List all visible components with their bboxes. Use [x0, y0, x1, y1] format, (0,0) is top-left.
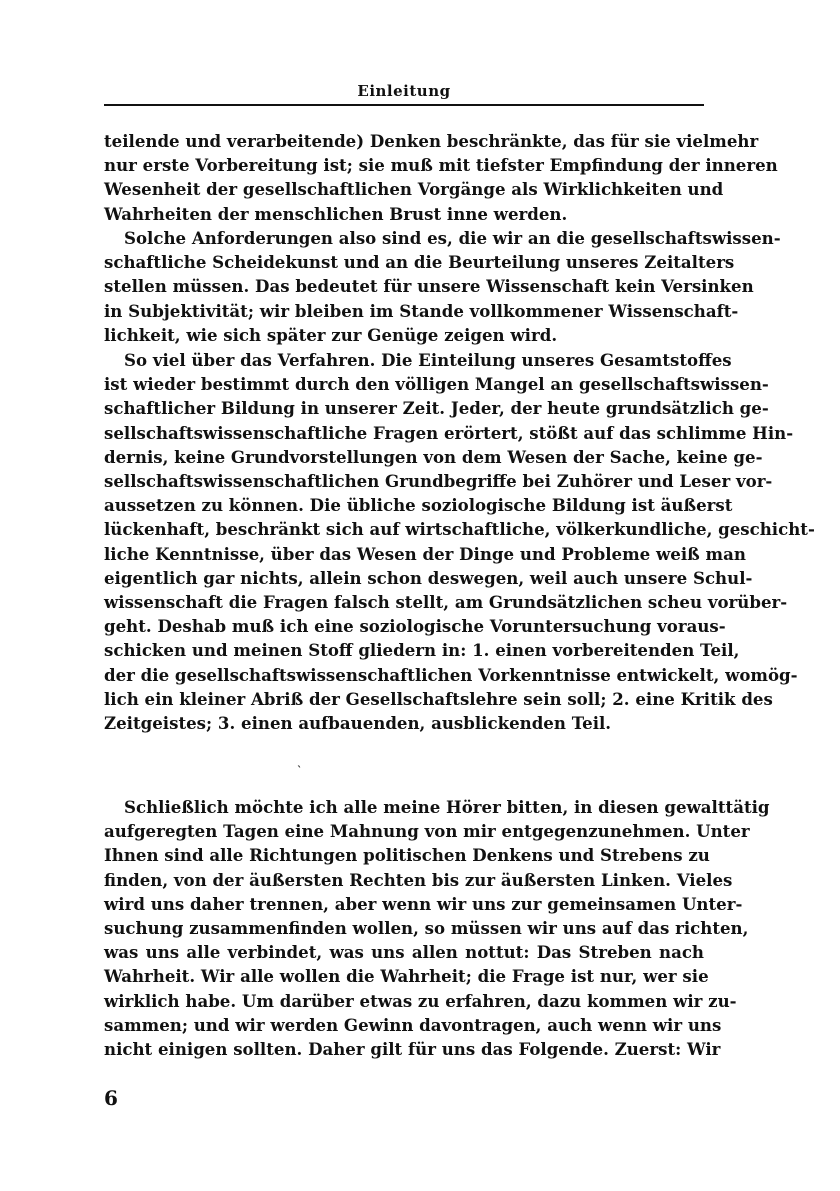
text-line: Ihnen sind alle Richtungen politischen Denkens und Strebens zu	[104, 845, 710, 866]
text-line: ist wieder bestimmt durch den völligen Mangel an gesellschaftswissen-	[104, 374, 769, 395]
text-line: wirklich habe. Um darüber etwas zu erfahren, dazu kommen wir zu-	[104, 990, 737, 1011]
text-line: Wahrheiten der menschlichen Brust inne werden.	[104, 203, 568, 224]
paragraph	[104, 795, 770, 1061]
text-line: was uns alle verbindet, was uns allen nottut: Das Streben nach	[104, 942, 704, 963]
page-number: 6	[104, 1086, 118, 1110]
paragraph	[104, 348, 815, 735]
text-line: stellen müssen. Das bedeutet für unsere Wissenschaft kein Versinken	[104, 276, 754, 297]
text-line: schaftliche Scheidekunst und an die Beurteilung unseres Zeitalters	[104, 252, 735, 273]
stray-ink-mark: `	[297, 766, 302, 777]
text-line: lichkeit, wie sich später zur Genüge zeigen wird.	[104, 324, 558, 345]
text-line: Zeitgeistes; 3. einen aufbauenden, ausblickenden Teil.	[104, 713, 612, 734]
text-line: suchung zusammenfinden wollen, so müssen wir uns auf das richten,	[104, 918, 749, 939]
text-line: der die gesellschaftswissenschaftlichen Vorkenntnisse entwickelt, womög-	[104, 664, 798, 685]
text-line: Wahrheit. Wir alle wollen die Wahrheit; die Frage ist nur, wer sie	[104, 966, 709, 987]
text-line: liche Kenntnisse, über das Wesen der Dinge und Probleme weiß man	[104, 543, 746, 564]
text-line: teilende und verarbeitende) Denken beschränkte, das für sie vielmehr	[104, 131, 759, 151]
text-line: nicht einigen sollten. Daher gilt für uns das Folgende. Zuerst: Wir	[104, 1039, 721, 1060]
text-line: sellschaftswissenschaftliche Fragen erörtert, stößt auf das schlimme Hin-	[104, 422, 794, 443]
paragraph	[104, 226, 781, 347]
text-line: in Subjektivität; wir bleiben im Stande vollkommener Wissenschaft-	[104, 300, 739, 321]
text-line: Wesenheit der gesellschaftlichen Vorgänge als Wirklichkeiten und	[104, 179, 724, 200]
text-line: dernis, keine Grundvorstellungen von dem Wesen der Sache, keine ge-	[104, 446, 763, 467]
text-line: aussetzen zu können. Die übliche soziologische Bildung ist äußerst	[104, 495, 733, 516]
text-line: sellschaftswissenschaftlichen Grundbegriffe bei Zuhörer und Leser vor-	[104, 471, 773, 492]
text-line: So viel über das Verfahren. Die Einteilung unseres Gesamtstoffes	[124, 350, 732, 370]
text-line: lückenhaft, beschränkt sich auf wirtschaftliche, völkerkundliche, geschicht-	[104, 519, 815, 540]
text-line: sammen; und wir werden Gewinn davontragen, auch wenn wir uns	[104, 1014, 722, 1035]
text-line: lich ein kleiner Abriß der Gesellschaftslehre sein soll; 2. eine Kritik des	[104, 688, 773, 709]
text-line: Schließlich möchte ich alle meine Hörer bitten, in diesen gewalttätig	[124, 797, 770, 817]
text-line: finden, von der äußersten Rechten bis zur äußersten Linken. Vieles	[104, 869, 733, 890]
running-head-title: Einleitung	[357, 82, 451, 100]
text-line: schicken und meinen Stoff gliedern in: 1. einen vorbereitenden Teil,	[104, 640, 740, 661]
text-line: wissenschaft die Fragen falsch stellt, am Grundsätzlichen scheu vorüber-	[104, 592, 788, 613]
text-line: aufgeregten Tagen eine Mahnung von mir entgegenzunehmen. Unter	[104, 821, 750, 842]
header-rule	[104, 104, 704, 106]
text-line: wird uns daher trennen, aber wenn wir uns zur gemeinsamen Unter-	[104, 893, 743, 914]
paragraph	[104, 129, 778, 226]
text-line: schaftlicher Bildung in unserer Zeit. Jeder, der heute grundsätzlich ge-	[104, 398, 769, 419]
text-line: Solche Anforderungen also sind es, die wir an die gesellschaftswissen-	[124, 228, 781, 248]
text-line: eigentlich gar nichts, allein schon deswegen, weil auch unsere Schul-	[104, 567, 753, 588]
text-line: nur erste Vorbereitung ist; sie muß mit tiefster Empfindung der inneren	[104, 155, 778, 176]
text-line: geht. Deshab muß ich eine soziologische Voruntersuchung voraus-	[104, 616, 726, 637]
